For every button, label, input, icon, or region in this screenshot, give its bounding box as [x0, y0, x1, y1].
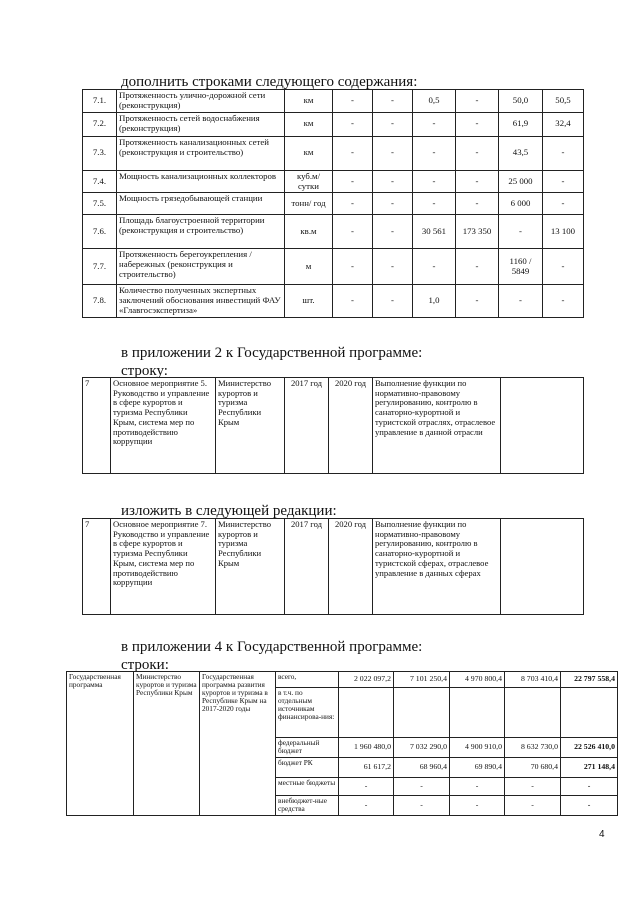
indicator-name: Протяженность берегоукрепления / набережных (реконструкция и строительство) [117, 249, 285, 285]
row-number: 7.4. [83, 170, 117, 193]
table-row [83, 285, 584, 318]
value-cell: - [413, 112, 456, 136]
value-cell: - [333, 249, 373, 285]
value-cell: - [373, 136, 413, 170]
amount-cell: 8 703 410,4 [505, 672, 561, 688]
extra-cell [501, 519, 584, 615]
section4-heading: в приложении 4 к Государственной программе: [121, 639, 423, 655]
measure-cell: Основное мероприятие 5. Руководство и управление в сфере курортов и туризма Республики Крым, система мер по противодействию коррупции [111, 378, 216, 474]
value-cell: 43,5 [499, 136, 543, 170]
amount-cell: - [339, 796, 394, 816]
value-cell: - [333, 90, 373, 113]
indicator-name: Протяженность улично-дорожной сети (реконструкция) [117, 90, 285, 113]
value-cell: 173 350 [456, 215, 499, 249]
row-number: 7.6. [83, 215, 117, 249]
amount-cell: 2 022 097,2 [339, 672, 394, 688]
table-row [83, 249, 584, 285]
source-label: в т.ч. по отдельным источникам финансирова-ния: [276, 688, 339, 738]
value-cell: - [373, 285, 413, 318]
value-cell: - [543, 136, 584, 170]
unit-cell: км [285, 136, 333, 170]
status-cell: Государственная программа [67, 672, 134, 816]
section2-heading: в приложении 2 к Государственной программе: [121, 345, 423, 361]
section1-heading: дополнить строками следующего содержания: [121, 74, 418, 90]
value-cell: 61,9 [499, 112, 543, 136]
value-cell: - [333, 193, 373, 215]
value-cell: 6 000 [499, 193, 543, 215]
old-row-table [82, 377, 584, 474]
source-label: местные бюджеты [276, 778, 339, 796]
row-number: 7.3. [83, 136, 117, 170]
value-cell: - [373, 249, 413, 285]
amount-cell: 7 101 250,4 [394, 672, 450, 688]
amount-cell: 70 680,4 [505, 758, 561, 778]
value-cell: - [456, 90, 499, 113]
end-year-cell: 2020 год [329, 378, 373, 474]
indicator-name: Мощность грязедобывающей станции [117, 193, 285, 215]
total-cell: - [561, 778, 618, 796]
unit-cell: куб.м/ сутки [285, 170, 333, 193]
value-cell: - [456, 170, 499, 193]
financing-table [66, 671, 618, 816]
amount-cell: 61 617,2 [339, 758, 394, 778]
executor-cell: Министерство курортов и туризма Республики Крым [216, 378, 285, 474]
value-cell: - [543, 193, 584, 215]
extra-cell [501, 378, 584, 474]
row-number: 7.2. [83, 112, 117, 136]
value-cell: 1,0 [413, 285, 456, 318]
amount-cell: 69 890,4 [450, 758, 505, 778]
unit-cell: км [285, 90, 333, 113]
value-cell: - [499, 215, 543, 249]
source-label: федеральный бюджет [276, 738, 339, 758]
amount-cell: 68 960,4 [394, 758, 450, 778]
row-number: 7.7. [83, 249, 117, 285]
value-cell: - [413, 193, 456, 215]
amount-cell [450, 688, 505, 738]
executor-cell: Министерство курортов и туризма Республики Крым [216, 519, 285, 615]
value-cell: - [456, 112, 499, 136]
new-row-table [82, 518, 584, 615]
amount-cell: - [505, 778, 561, 796]
value-cell: - [543, 285, 584, 318]
value-cell: 0,5 [413, 90, 456, 113]
measure-cell: Основное мероприятие 7. Руководство и управление в сфере курортов и туризма Республики Крым, система мер по противодействию коррупции [111, 519, 216, 615]
table-row [83, 519, 584, 615]
source-label: бюджет РК [276, 758, 339, 778]
amount-cell: 7 032 290,0 [394, 738, 450, 758]
start-year-cell: 2017 год [285, 378, 329, 474]
indicator-name: Мощность канализационных коллекторов [117, 170, 285, 193]
value-cell: - [373, 215, 413, 249]
value-cell: 25 000 [499, 170, 543, 193]
value-cell: - [333, 112, 373, 136]
amount-cell: - [450, 778, 505, 796]
row-number: 7.8. [83, 285, 117, 318]
value-cell: - [413, 170, 456, 193]
value-cell: - [333, 215, 373, 249]
table-row [83, 90, 584, 113]
value-cell: - [413, 249, 456, 285]
amount-cell [505, 688, 561, 738]
row-number: 7.1. [83, 90, 117, 113]
source-label: внебюджет-ные средства [276, 796, 339, 816]
unit-cell: шт. [285, 285, 333, 318]
value-cell: 50,0 [499, 90, 543, 113]
table-row [67, 672, 618, 688]
source-label: всего, [276, 672, 339, 688]
value-cell: - [543, 170, 584, 193]
value-cell: - [456, 249, 499, 285]
table-row [83, 112, 584, 136]
indicator-name: Протяженность сетей водоснабжения (реконструкция) [117, 112, 285, 136]
amount-cell: - [450, 796, 505, 816]
value-cell: - [373, 90, 413, 113]
value-cell: - [333, 285, 373, 318]
total-cell: - [561, 796, 618, 816]
table-row [83, 136, 584, 170]
total-cell: 22 797 558,4 [561, 672, 618, 688]
value-cell: - [333, 136, 373, 170]
table-row [83, 193, 584, 215]
unit-cell: м [285, 249, 333, 285]
amount-cell: - [339, 778, 394, 796]
value-cell: - [456, 136, 499, 170]
unit-cell: км [285, 112, 333, 136]
total-cell: 22 526 410,0 [561, 738, 618, 758]
value-cell: - [413, 136, 456, 170]
indicator-name: Площадь благоустроенной территории (реконструкция и строительство) [117, 215, 285, 249]
amount-cell: 8 632 730,0 [505, 738, 561, 758]
unit-cell: тонн/ год [285, 193, 333, 215]
value-cell: - [373, 112, 413, 136]
start-year-cell: 2017 год [285, 519, 329, 615]
value-cell: 30 561 [413, 215, 456, 249]
indicator-name: Протяженность канализационных сетей (реконструкция и строительство) [117, 136, 285, 170]
value-cell: - [456, 285, 499, 318]
value-cell: 1160 / 5849 [499, 249, 543, 285]
amount-cell: - [394, 778, 450, 796]
value-cell: - [499, 285, 543, 318]
table-row [83, 215, 584, 249]
amount-cell [394, 688, 450, 738]
row-number: 7 [83, 519, 111, 615]
page-number: 4 [599, 829, 605, 840]
section2-subheading: строку: [121, 363, 168, 379]
value-cell: - [373, 193, 413, 215]
amount-cell: 4 900 910,0 [450, 738, 505, 758]
amount-cell: - [505, 796, 561, 816]
value-cell: - [333, 170, 373, 193]
executor-cell: Министерство курортов и туризма Республики Крым [134, 672, 200, 816]
indicators-table [82, 89, 584, 318]
result-cell: Выполнение функции по нормативно-правовому регулированию, контролю в санаторно-курортной и туристской сферах, отраслевое управление в данных сферах [373, 519, 501, 615]
value-cell: 32,4 [543, 112, 584, 136]
amount-cell [339, 688, 394, 738]
amount-cell: 4 970 800,4 [450, 672, 505, 688]
value-cell: 13 100 [543, 215, 584, 249]
row-number: 7 [83, 378, 111, 474]
value-cell: - [456, 193, 499, 215]
value-cell: - [373, 170, 413, 193]
section4-subheading: строки: [121, 657, 169, 673]
table-row [83, 170, 584, 193]
result-cell: Выполнение функции по нормативно-правовому регулированию, контролю в санаторно-курортной и туристской отраслях, отраслевое управление в данной отрасли [373, 378, 501, 474]
section3-heading: изложить в следующей редакции: [121, 503, 337, 519]
value-cell: - [543, 249, 584, 285]
total-cell [561, 688, 618, 738]
amount-cell: - [394, 796, 450, 816]
table-row [83, 378, 584, 474]
unit-cell: кв.м [285, 215, 333, 249]
program-name-cell: Государственная программа развития курортов и туризма в Республике Крым на 2017-2020 годы [200, 672, 276, 816]
row-number: 7.5. [83, 193, 117, 215]
indicator-name: Количество полученных экспертных заключений обоснования инвестиций ФАУ «Главгосэкспертиза» [117, 285, 285, 318]
end-year-cell: 2020 год [329, 519, 373, 615]
value-cell: 50,5 [543, 90, 584, 113]
amount-cell: 1 960 480,0 [339, 738, 394, 758]
total-cell: 271 148,4 [561, 758, 618, 778]
